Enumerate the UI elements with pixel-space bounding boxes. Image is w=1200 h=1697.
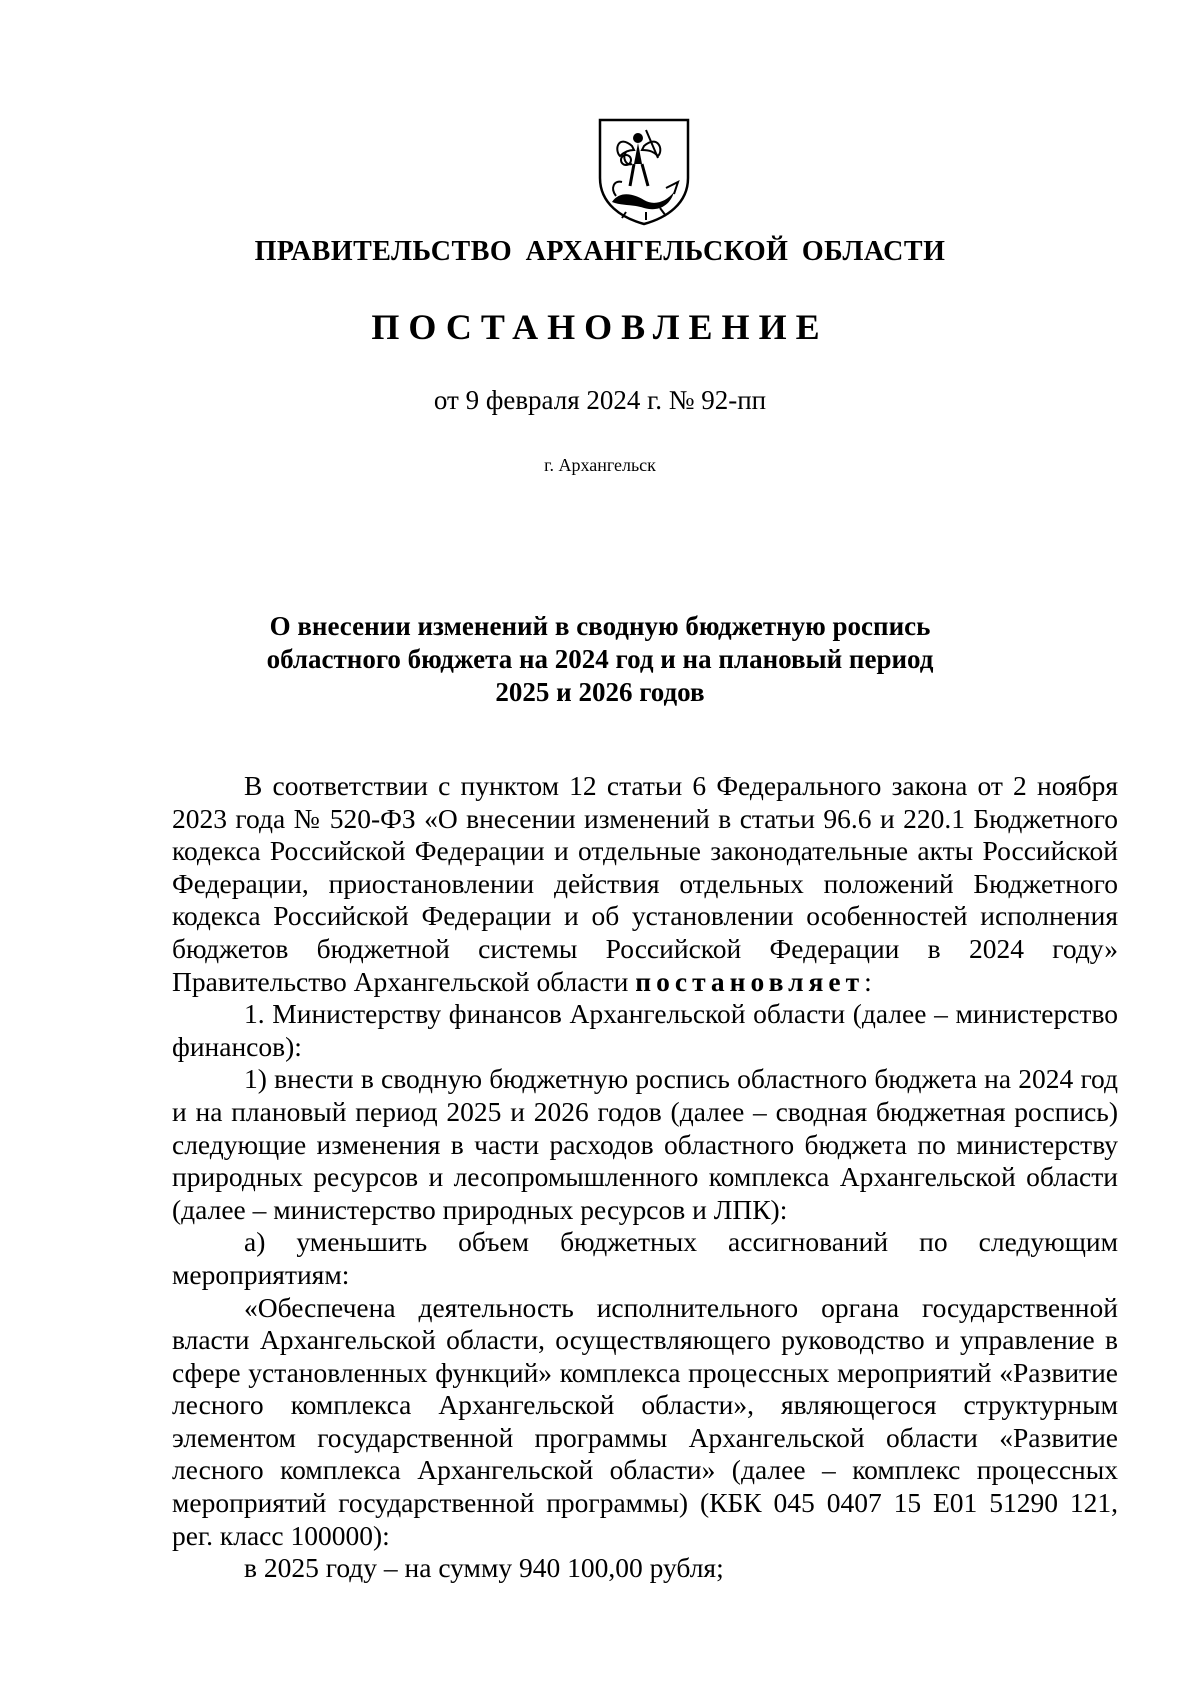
preamble-colon: : <box>864 965 872 997</box>
paragraph-1-1-a: а) уменьшить объем бюджетных ассигнований по следующим мероприятиям: <box>172 1226 1118 1290</box>
paragraph-1-1: 1) внести в сводную бюджетную роспись областного бюджета на 2024 год и на плановый период 2025 и 2026 годов (далее – сводная бюджетная роспись) следующие изменения в части расходов областного бюджета по министерству природных ресурсов и лесопромышленного комплекса Архангельской области (далее – министерство природных ресурсов и ЛПК): <box>172 1063 1118 1225</box>
government-name: ПРАВИТЕЛЬСТВО АРХАНГЕЛЬСКОЙ ОБЛАСТИ <box>254 236 946 267</box>
subject-line: О внесении изменений в сводную бюджетную роспись <box>269 611 931 641</box>
subject-line: 2025 и 2026 годов <box>495 677 705 707</box>
document-type: ПОСТАНОВЛЕНИЕ <box>371 307 829 347</box>
coat-of-arms-icon <box>596 116 692 226</box>
preamble-paragraph <box>172 770 1118 998</box>
document-subject <box>180 610 1020 709</box>
preamble-text: В соответствии с пунктом 12 статьи 6 Федерального закона от 2 ноября 2023 года № 520-ФЗ «О внесении изменений в статьи 96.6 и 220.1 Бюджетного кодекса Российской Федерации и отдельные законодательные акты Российской Федерации, приостановлении действия отдельных положений Бюджетного кодекса Российской Федерации и об установлении особенностей исполнения бюджетов бюджетной системы Российской Федерации в 2024 году» Правительство Архангельской области <box>172 770 1118 997</box>
paragraph-amount: в 2025 году – на сумму 940 100,00 рубля; <box>244 1552 724 1584</box>
resolution-keyword: постановляет <box>635 965 865 997</box>
document-body <box>172 770 1118 1585</box>
document-city: г. Архангельск <box>544 455 656 475</box>
paragraph-activity: «Обеспечена деятельность исполнительного органа государственной власти Архангельской области, осуществляющего руководство и управление в сфере установленных функций» комплекса процессных мероприятий «Развитие лесного комплекса Архангельской области», являющегося структурным элементом государственной программы Архангельской области «Развитие лесного комплекса Архангельской области» (далее – комплекс процессных мероприятий государственной программы) (КБК 045 0407 15 Е01 51290 121, рег. класс 100000): <box>172 1291 1118 1551</box>
subject-line: областного бюджета на 2024 год и на плановый период <box>266 644 934 674</box>
paragraph-1: 1. Министерству финансов Архангельской области (далее – министерство финансов): <box>172 998 1118 1062</box>
document-date-number: от 9 февраля 2024 г. № 92-пп <box>433 385 767 415</box>
